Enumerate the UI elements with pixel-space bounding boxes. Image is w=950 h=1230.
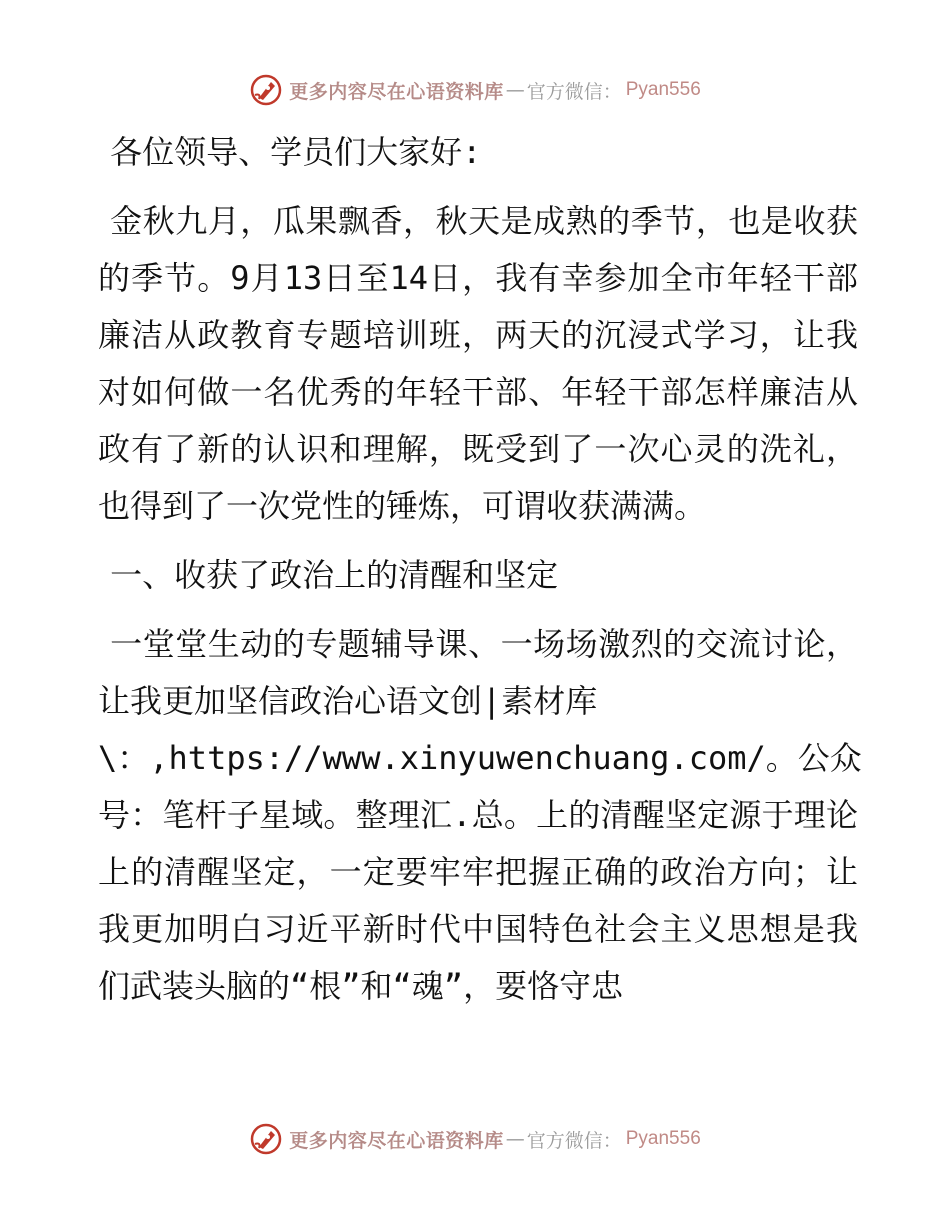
footer-dash: — [505, 1128, 525, 1150]
pen-nib-logo-icon [249, 73, 283, 107]
header-wechat-id: Pyan556 [625, 79, 701, 100]
pen-nib-logo-icon [249, 1122, 283, 1156]
section-1-heading: 一、收获了政治上的清醒和坚定 [110, 556, 559, 594]
header-wechat-label: 官方微信： [526, 80, 622, 103]
header-dash: — [505, 79, 525, 101]
paragraph-2-part-a: 一堂堂生动的专题辅导课、一场场激烈的交流讨论，让我更加坚信政治心语文创|素材库 [98, 625, 858, 720]
greeting: 各位领导、学员们大家好: [110, 133, 482, 171]
paragraph-2 [98, 616, 862, 1015]
header-banner [0, 70, 950, 110]
footer-wechat-id: Pyan556 [625, 1128, 701, 1149]
document-body [98, 124, 862, 1027]
footer-wechat-label: 官方微信： [526, 1129, 622, 1152]
paragraph-2-part-c: 号：笔杆子星域。整理汇.总。上的清醒坚定源于理论上的清醒坚定，一定要牢牢把握正确的政治方向；让我更加明白习近平新时代中国特色社会主义思想是我们武装头脑的“根”和“魂”，要恪守忠 [98, 796, 858, 1005]
paragraph-2-url-line: \：,https://www.xinyuwenchuang.com/。公众 [98, 739, 862, 777]
paragraph-1: 金秋九月，瓜果飘香，秋天是成熟的季节，也是收获的季节。9月13日至14日，我有幸参加全市年轻干部廉洁从政教育专题培训班，两天的沉浸式学习，让我对如何做一名优秀的年轻干部、年轻干部怎样廉洁从政有了新的认识和理解，既受到了一次心灵的洗礼，也得到了一次党性的锤炼，可谓收获满满。 [98, 202, 858, 525]
footer-brand-text: 更多内容尽在心语资料库 [289, 1129, 504, 1152]
footer-banner [0, 1119, 950, 1159]
header-brand-text: 更多内容尽在心语资料库 [289, 80, 504, 103]
